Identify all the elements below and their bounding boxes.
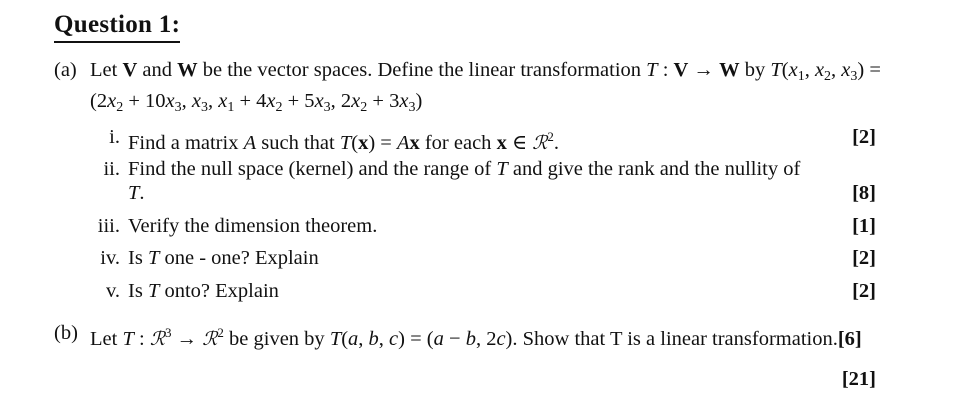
- item-iii-text: Verify the dimension theorem.: [128, 215, 378, 237]
- item-iii-marks: [1]: [852, 215, 876, 237]
- part-a-intro-line2: ($2x_2 + 10x_3$, $x_3$, $x_1 + 4x_2 + 5x_3$, $2x_2 + 3x_3$): [90, 90, 423, 115]
- item-v-marks: [2]: [852, 280, 876, 302]
- item-i-marks: [2]: [852, 126, 876, 148]
- item-i-text: Find a matrix A such that T(x) = Ax for each x ∈ ℛ$^2$.: [128, 129, 560, 154]
- part-a-label: (a): [54, 59, 77, 81]
- part-b-label: (b): [54, 322, 78, 344]
- item-ii-text-cont: T.: [128, 182, 145, 204]
- item-iv-text: Is T one - one? Explain: [128, 247, 319, 269]
- item-iv-label: iv.: [100, 247, 120, 269]
- item-ii-text: Find the null space (kernel) and the range of T and give the rank and the nullity of: [128, 158, 801, 180]
- part-a-intro-line1: Let V and W be the vector spaces. Define the linear transformation T : V → W by $T(x_1$, $x_2$, $x_3$) =: [90, 59, 881, 84]
- item-ii-marks: [8]: [852, 182, 876, 204]
- item-v-label: v.: [105, 280, 120, 302]
- question-heading: Question 1:: [54, 10, 180, 43]
- total-marks: [21]: [841, 368, 876, 390]
- part-b-text: Let T : ℛ$^3$ → ℛ$^2$ be given by T(a, b, c) = (a − b, 2c). Show that T is a linear transformation.[6]: [90, 325, 862, 350]
- item-i-label: i.: [109, 126, 120, 148]
- item-iv-marks: [2]: [852, 247, 876, 269]
- part-b-marks: [6]: [837, 328, 862, 350]
- item-v-text: Is T onto? Explain: [128, 280, 279, 302]
- item-ii-label: ii.: [103, 158, 120, 180]
- item-iii-label: iii.: [97, 215, 120, 237]
- part-a-intro: [90, 58, 915, 120]
